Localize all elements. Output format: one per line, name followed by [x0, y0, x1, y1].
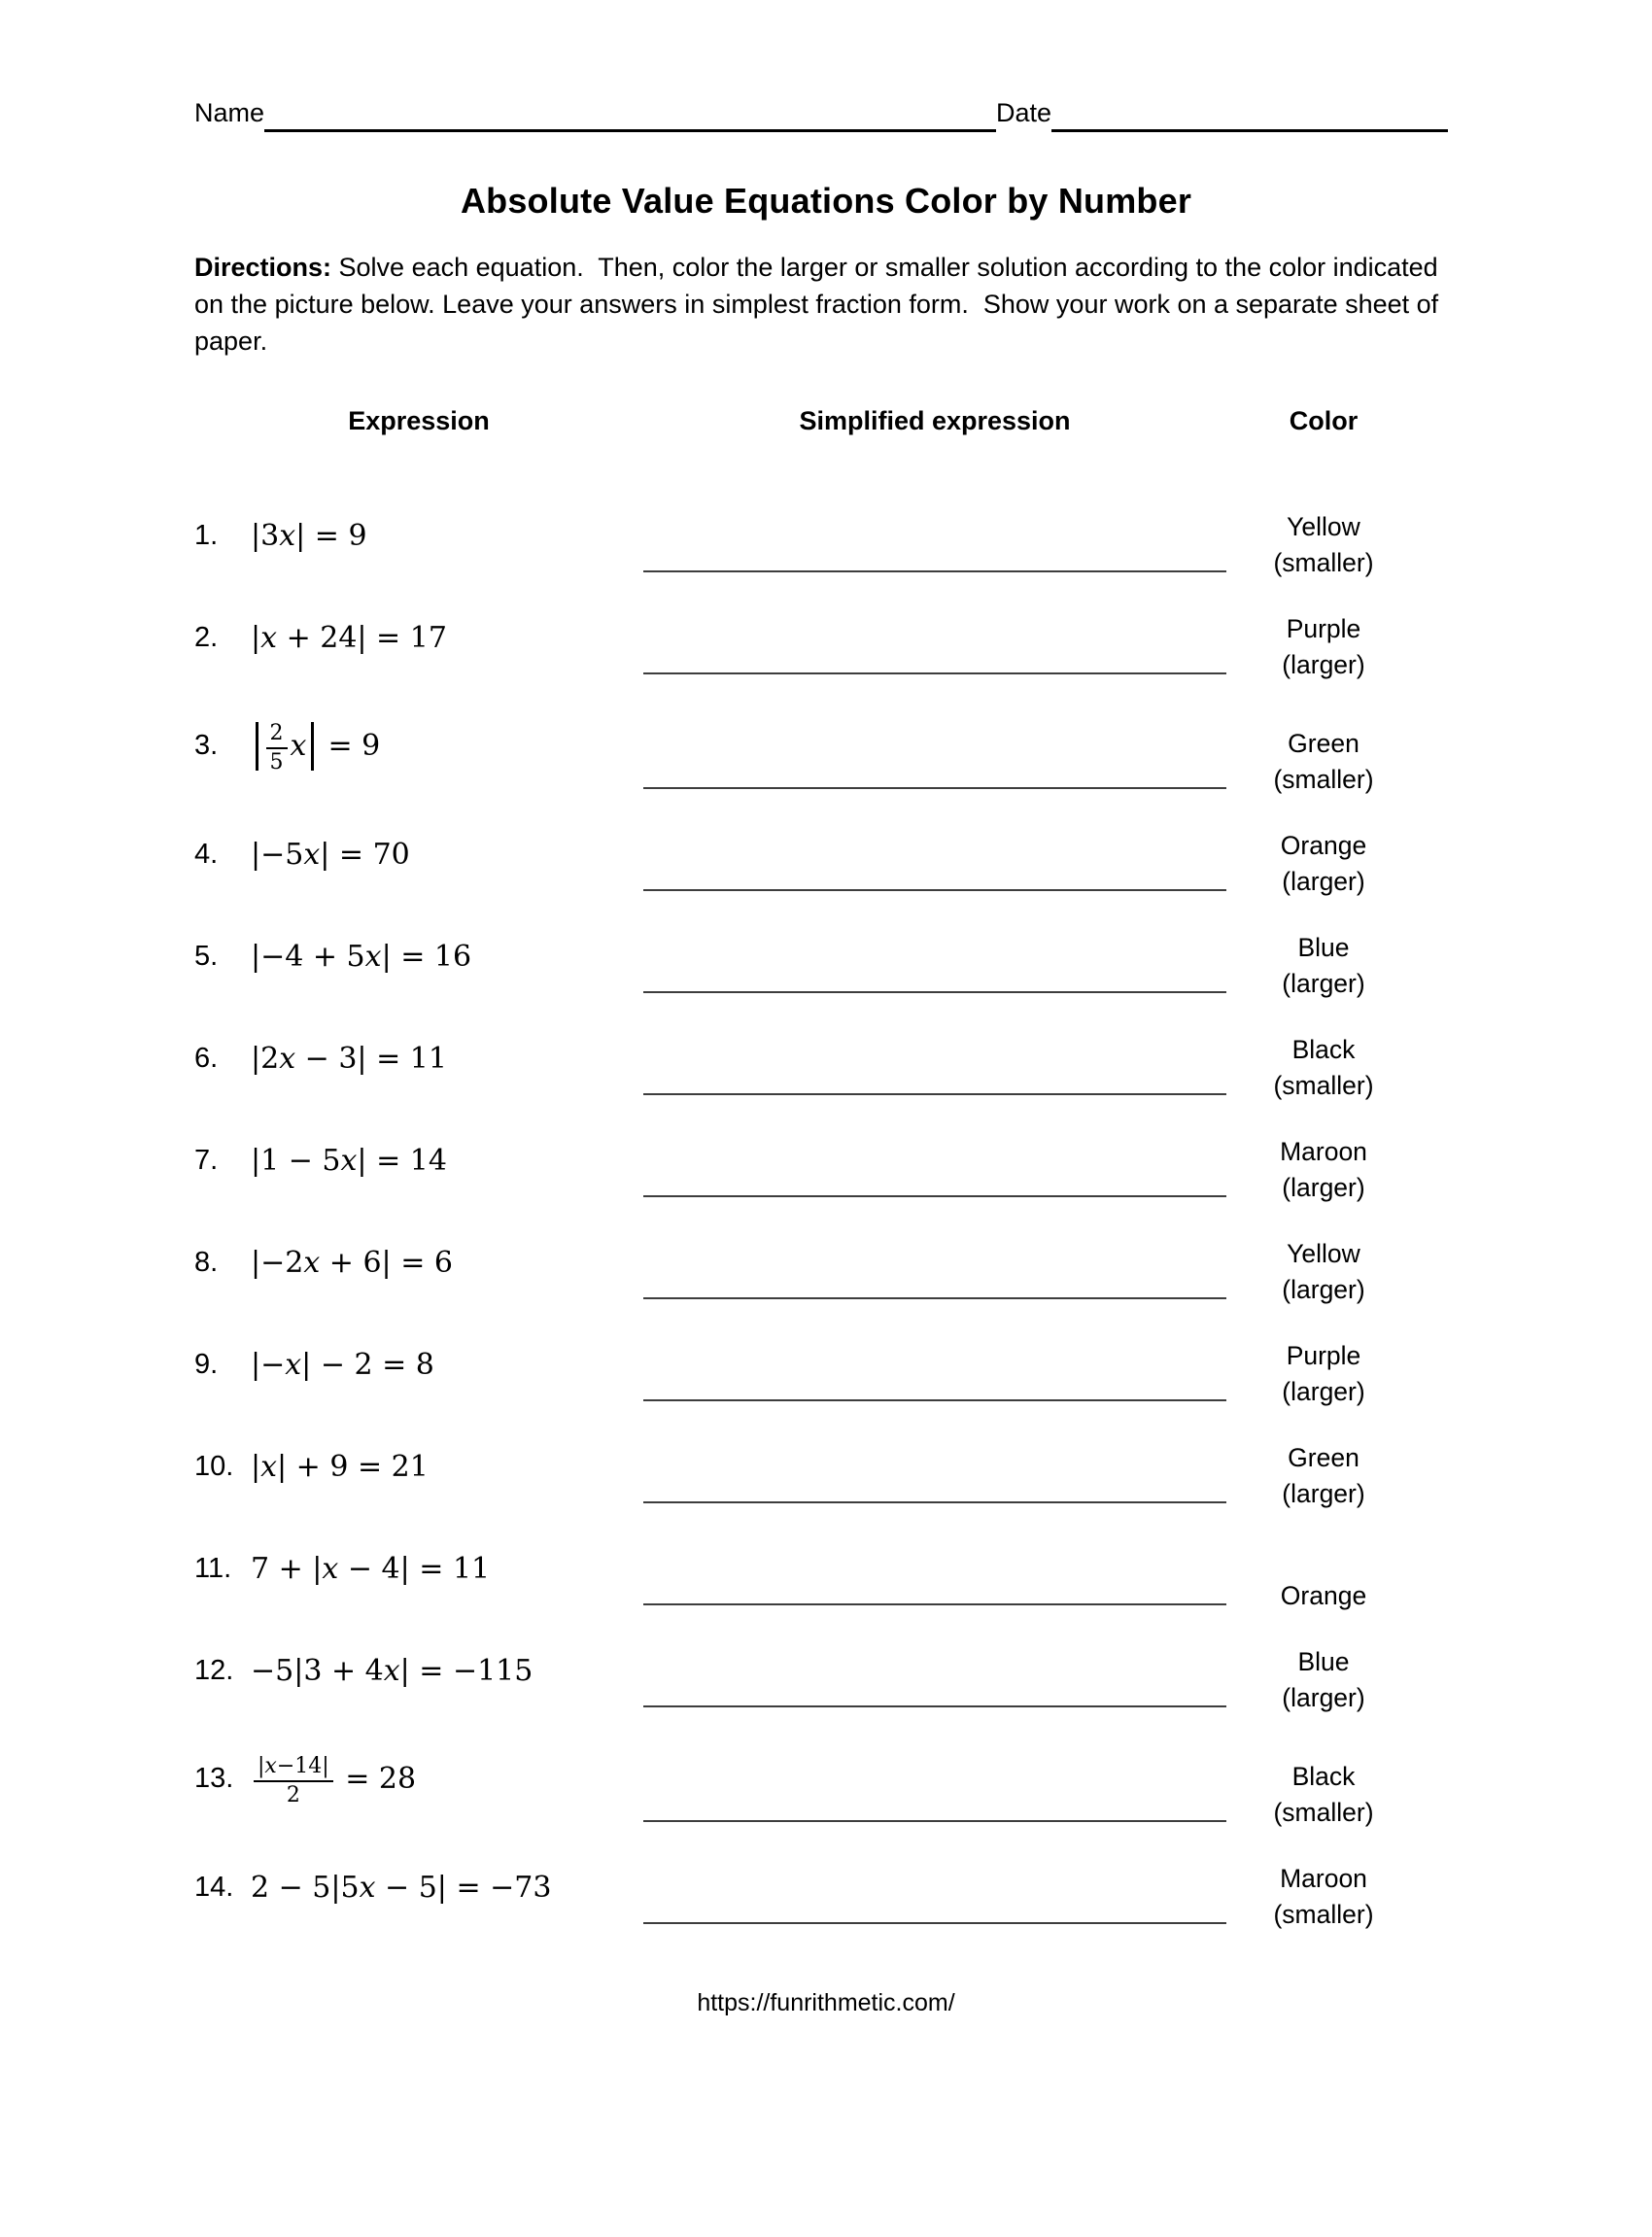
- problem-row-4: [0, 804, 1652, 906]
- color-instruction: [1226, 1722, 1421, 1837]
- problem-number: 2.: [194, 621, 219, 653]
- simplified-cell: [643, 587, 1226, 689]
- problem-number: 14.: [194, 1871, 234, 1903]
- color-name: Green: [1288, 1442, 1359, 1472]
- problem-equation: |−4 + 5 x | = 16: [251, 939, 472, 974]
- problem-equation: |2 x − 3| = 11: [251, 1041, 447, 1076]
- problem-number: 6.: [194, 1042, 219, 1074]
- simplified-cell: [643, 804, 1226, 906]
- simplified-cell: [643, 1212, 1226, 1314]
- answer-line[interactable]: [643, 1093, 1226, 1095]
- answer-line[interactable]: [643, 1705, 1226, 1707]
- problem-expression-cell: [194, 1110, 643, 1212]
- color-name: Blue: [1297, 1646, 1350, 1676]
- date-label: Date: [995, 98, 1051, 127]
- color-instruction: [1226, 1837, 1421, 1939]
- problem-number: 11.: [194, 1552, 232, 1584]
- simplified-cell: [643, 1518, 1226, 1620]
- color-qualifier: (larger): [1282, 1376, 1365, 1406]
- page-title: Absolute Value Equations Color by Number: [460, 180, 1192, 221]
- problem-row-14: [0, 1837, 1652, 1939]
- color-qualifier: (larger): [1282, 968, 1365, 998]
- absolute-value-bar: [256, 722, 258, 771]
- color-name: Orange: [1280, 1580, 1367, 1610]
- color-instruction: [1226, 689, 1421, 804]
- directions-text: Solve each equation. Then, color the larger or smaller solution according to the color indicated on the picture below. Leave your answers in simplest fraction form. Show your work on a separate sheet of paper.: [194, 252, 1446, 356]
- color-instruction: [1226, 1416, 1421, 1518]
- problem-expression-cell: [194, 1212, 643, 1314]
- color-qualifier: (smaller): [1273, 547, 1374, 577]
- color-name: Maroon: [1280, 1863, 1367, 1893]
- name-input-line[interactable]: [264, 129, 996, 132]
- problem-row-13: [0, 1722, 1652, 1837]
- simplified-cell: [643, 1837, 1226, 1939]
- column-header-color: Color: [1289, 405, 1359, 435]
- color-name: Maroon: [1280, 1136, 1367, 1166]
- color-instruction: [1226, 1314, 1421, 1416]
- color-name: Black: [1291, 1761, 1356, 1791]
- problem-equation: −5|3 + 4 x | = −115: [251, 1653, 533, 1688]
- problem-equation: 2 − 5|5 x − 5| = −73: [251, 1870, 552, 1905]
- answer-line[interactable]: [643, 889, 1226, 891]
- problem-row-3: [0, 689, 1652, 804]
- color-qualifier: (larger): [1282, 1274, 1365, 1304]
- simplified-cell: [643, 1008, 1226, 1110]
- simplified-cell: [643, 906, 1226, 1008]
- answer-line[interactable]: [643, 1501, 1226, 1503]
- problem-equation: | x + 24| = 17: [251, 620, 447, 655]
- problem-expression-cell: [194, 1314, 643, 1416]
- footer: [0, 1989, 1652, 2017]
- problem-number: 13.: [194, 1763, 234, 1795]
- problem-number: 4.: [194, 838, 219, 870]
- color-instruction: [1226, 804, 1421, 906]
- color-instruction: [1226, 587, 1421, 689]
- color-instruction: [1226, 906, 1421, 1008]
- problem-number: 10.: [194, 1450, 234, 1482]
- problem-row-12: [0, 1620, 1652, 1722]
- column-header-simplified: Simplified expression: [799, 405, 1071, 435]
- color-qualifier: (larger): [1282, 649, 1365, 679]
- problem-equation: |− x | − 2 = 8: [251, 1347, 434, 1382]
- problem-number: 12.: [194, 1654, 234, 1686]
- color-qualifier: (larger): [1282, 1682, 1365, 1712]
- problem-number: 7.: [194, 1144, 219, 1176]
- problem-equation: |1 − 5 x | = 14: [251, 1143, 447, 1178]
- problem-number: 5.: [194, 940, 219, 972]
- color-name: Yellow: [1287, 1238, 1360, 1268]
- problem-equation: |−5 x | = 70: [251, 837, 410, 872]
- problem-equation: | x −14| 2 = 28: [251, 1753, 416, 1806]
- color-name: Yellow: [1287, 511, 1360, 541]
- directions-paragraph: [194, 249, 1467, 360]
- color-instruction: [1226, 1518, 1421, 1620]
- problem-row-11: [0, 1518, 1652, 1620]
- simplified-cell: [643, 1314, 1226, 1416]
- color-qualifier: (smaller): [1273, 1070, 1374, 1100]
- problem-equation: | x | + 9 = 21: [251, 1449, 429, 1484]
- problem-expression-cell: [194, 485, 643, 587]
- color-qualifier: (larger): [1282, 1478, 1365, 1508]
- name-label: Name: [194, 98, 265, 127]
- problem-expression-cell: [194, 1518, 643, 1620]
- answer-line[interactable]: [643, 1820, 1226, 1822]
- name-date-header: [194, 99, 1448, 128]
- problem-expression-cell: [194, 587, 643, 689]
- color-qualifier: (larger): [1282, 866, 1365, 896]
- problem-row-8: [0, 1212, 1652, 1314]
- answer-line[interactable]: [643, 672, 1226, 674]
- simplified-cell: [643, 1416, 1226, 1518]
- answer-line[interactable]: [643, 1922, 1226, 1924]
- color-qualifier: (smaller): [1273, 1797, 1374, 1827]
- problem-expression-cell: [194, 689, 643, 804]
- fraction: $\frac{2}{5}$: [266, 722, 288, 774]
- problem-number: 1.: [194, 519, 219, 551]
- color-name: Purple: [1286, 1340, 1361, 1370]
- color-instruction: [1226, 1110, 1421, 1212]
- problem-number: 9.: [194, 1348, 219, 1380]
- problem-expression-cell: [194, 1837, 643, 1939]
- problem-row-1: [0, 485, 1652, 587]
- answer-line[interactable]: [643, 991, 1226, 993]
- column-headers: [0, 406, 1652, 436]
- answer-line[interactable]: [643, 1399, 1226, 1401]
- answer-line[interactable]: [643, 1297, 1226, 1299]
- problem-equation: |3 x | = 9: [251, 518, 367, 553]
- date-input-line[interactable]: [1051, 129, 1448, 132]
- problem-number: 3.: [194, 730, 219, 762]
- problem-expression-cell: [194, 1722, 643, 1837]
- answer-line[interactable]: [643, 1603, 1226, 1605]
- answer-line[interactable]: [643, 570, 1226, 572]
- problem-row-10: [0, 1416, 1652, 1518]
- answer-line[interactable]: [643, 1195, 1226, 1197]
- color-name: Green: [1288, 728, 1359, 758]
- color-instruction: [1226, 1008, 1421, 1110]
- problem-equation: 7 + | x − 4| = 11: [251, 1551, 491, 1586]
- footer-url[interactable]: https://funrithmetic.com/: [697, 1988, 955, 2016]
- answer-line[interactable]: [643, 787, 1226, 789]
- simplified-cell: [643, 1110, 1226, 1212]
- worksheet-page: [0, 99, 1652, 2237]
- problem-expression-cell: [194, 1008, 643, 1110]
- problem-equation: |−2 x + 6| = 6: [251, 1245, 453, 1280]
- problem-number: 8.: [194, 1246, 219, 1278]
- color-qualifier: (smaller): [1273, 764, 1374, 794]
- color-name: Blue: [1297, 932, 1350, 962]
- problem-row-5: [0, 906, 1652, 1008]
- problem-expression-cell: [194, 804, 643, 906]
- column-header-expression: Expression: [348, 405, 490, 435]
- problem-list: [0, 485, 1652, 1939]
- problem-expression-cell: [194, 1620, 643, 1722]
- simplified-cell: [643, 1722, 1226, 1837]
- simplified-cell: [643, 689, 1226, 804]
- directions-label: Directions:: [194, 252, 332, 282]
- problem-row-9: [0, 1314, 1652, 1416]
- problem-row-6: [0, 1008, 1652, 1110]
- color-instruction: [1226, 1212, 1421, 1314]
- problem-expression-cell: [194, 906, 643, 1008]
- color-qualifier: (larger): [1282, 1172, 1365, 1202]
- problem-expression-cell: [194, 1416, 643, 1518]
- fraction: | x −14| 2: [254, 1755, 333, 1807]
- color-qualifier: (smaller): [1273, 1899, 1374, 1929]
- color-name: Purple: [1286, 613, 1361, 643]
- problem-row-7: [0, 1110, 1652, 1212]
- color-instruction: [1226, 485, 1421, 587]
- absolute-value-bar: [311, 722, 314, 771]
- color-name: Orange: [1280, 830, 1367, 860]
- problem-row-2: [0, 587, 1652, 689]
- color-instruction: [1226, 1620, 1421, 1722]
- simplified-cell: [643, 1620, 1226, 1722]
- color-name: Black: [1291, 1034, 1356, 1064]
- problem-equation: $\frac{2}{5}$ x = 9: [251, 720, 380, 773]
- simplified-cell: [643, 485, 1226, 587]
